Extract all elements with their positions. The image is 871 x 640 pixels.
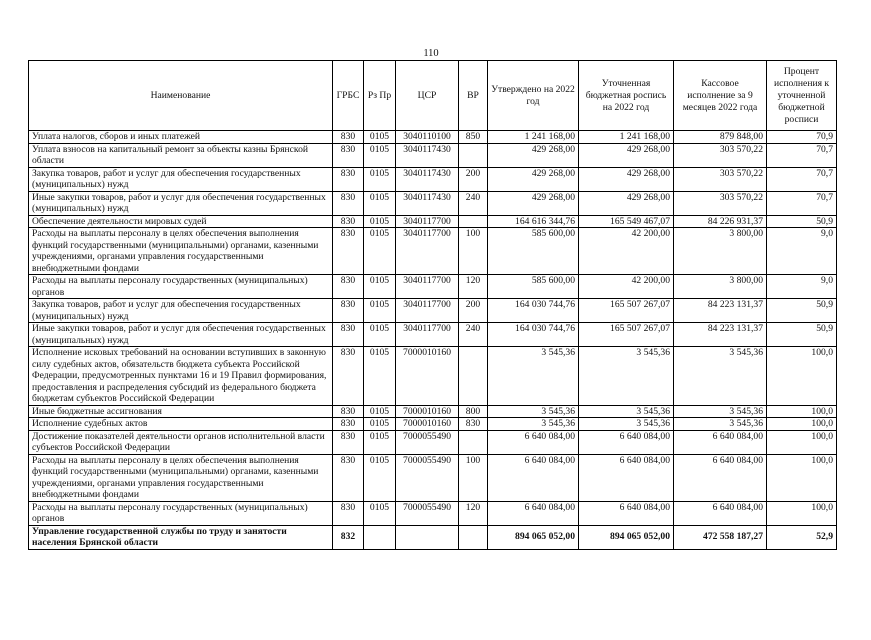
row-executed-cell: 303 570,22: [674, 143, 767, 167]
row-grbs-cell: 830: [333, 299, 364, 323]
row-refined-cell: 3 545,36: [579, 347, 674, 406]
row-name-cell: Закупка товаров, работ и услуг для обеспечения государственных (муниципальных) нужд: [29, 167, 333, 191]
table-row: [29, 430, 837, 454]
table-row: [29, 299, 837, 323]
row-refined-cell: 429 268,00: [579, 167, 674, 191]
row-percent-cell: 70,9: [767, 131, 837, 144]
row-refined-cell: 6 640 084,00: [579, 430, 674, 454]
row-csr-cell: 3040110100: [396, 131, 459, 144]
table-row: [29, 405, 837, 418]
table-row: [29, 228, 837, 275]
row-approved-cell: 429 268,00: [488, 143, 579, 167]
row-executed-cell: 84 223 131,37: [674, 299, 767, 323]
row-refined-cell: 1 241 168,00: [579, 131, 674, 144]
row-executed-cell: 6 640 084,00: [674, 430, 767, 454]
row-vr-cell: 200: [459, 299, 488, 323]
row-refined-cell: 429 268,00: [579, 191, 674, 215]
row-csr-cell: 7000055490: [396, 430, 459, 454]
row-name-cell: Уплата взносов на капитальный ремонт за объекты казны Брянской области: [29, 143, 333, 167]
row-rzpr-cell: 0105: [364, 228, 396, 275]
row-vr-cell: 240: [459, 191, 488, 215]
row-executed-cell: 6 640 084,00: [674, 454, 767, 501]
row-name-cell: Обеспечение деятельности мировых судей: [29, 215, 333, 228]
row-executed-cell: 3 800,00: [674, 228, 767, 275]
header-approved: Утверждено на 2022 год: [488, 61, 579, 131]
row-csr-cell: 3040117700: [396, 215, 459, 228]
row-refined-cell: 42 200,00: [579, 228, 674, 275]
row-name-cell: Управление государственной службы по труду и занятости населения Брянской области: [29, 525, 333, 549]
row-approved-cell: 894 065 052,00: [488, 525, 579, 549]
row-csr-cell: 3040117430: [396, 143, 459, 167]
row-executed-cell: 472 558 187,27: [674, 525, 767, 549]
row-name-cell: Уплата налогов, сборов и иных платежей: [29, 131, 333, 144]
row-executed-cell: 303 570,22: [674, 167, 767, 191]
header-vr: ВР: [459, 61, 488, 131]
row-rzpr-cell: 0105: [364, 143, 396, 167]
row-vr-cell: 100: [459, 454, 488, 501]
row-approved-cell: 3 545,36: [488, 347, 579, 406]
row-grbs-cell: 830: [333, 430, 364, 454]
row-percent-cell: 9,0: [767, 275, 837, 299]
row-csr-cell: 3040117430: [396, 167, 459, 191]
row-approved-cell: 164 030 744,76: [488, 323, 579, 347]
row-csr-cell: 3040117700: [396, 275, 459, 299]
row-approved-cell: 6 640 084,00: [488, 501, 579, 525]
row-percent-cell: 70,7: [767, 167, 837, 191]
row-grbs-cell: 830: [333, 501, 364, 525]
row-name-cell: Исполнение исковых требований на основании вступивших в законную силу судебных актов, обязательств бюджета субъекта Российской Федерации, предусмотренных пунктами 16 и 19 Правил формирования, предоставления и распределения субсидий из федерального бюджета бюджетам субъектов Российской Федерации: [29, 347, 333, 406]
header-executed: Кассовое исполнение за 9 месяцев 2022 года: [674, 61, 767, 131]
row-vr-cell: [459, 430, 488, 454]
row-rzpr-cell: 0105: [364, 191, 396, 215]
row-csr-cell: 7000055490: [396, 501, 459, 525]
row-refined-cell: 165 549 467,07: [579, 215, 674, 228]
table-total-row: [29, 525, 837, 549]
row-refined-cell: 3 545,36: [579, 405, 674, 418]
row-name-cell: Расходы на выплаты персоналу в целях обеспечения выполнения функций государственными (муниципальными) органами, казенными учреждениями, органами управления государственными внебюджетными фондами: [29, 454, 333, 501]
row-approved-cell: 1 241 168,00: [488, 131, 579, 144]
row-refined-cell: 165 507 267,07: [579, 299, 674, 323]
row-rzpr-cell: 0105: [364, 347, 396, 406]
row-approved-cell: 6 640 084,00: [488, 430, 579, 454]
row-grbs-cell: 830: [333, 191, 364, 215]
row-executed-cell: 3 545,36: [674, 405, 767, 418]
row-grbs-cell: 830: [333, 167, 364, 191]
row-grbs-cell: 830: [333, 275, 364, 299]
row-grbs-cell: 830: [333, 215, 364, 228]
row-approved-cell: 429 268,00: [488, 191, 579, 215]
row-csr-cell: [396, 525, 459, 549]
table-row: [29, 323, 837, 347]
row-percent-cell: 100,0: [767, 430, 837, 454]
row-percent-cell: 100,0: [767, 405, 837, 418]
row-executed-cell: 879 848,00: [674, 131, 767, 144]
row-vr-cell: 850: [459, 131, 488, 144]
page-number: 110: [423, 48, 439, 59]
row-refined-cell: 6 640 084,00: [579, 501, 674, 525]
row-executed-cell: 3 545,36: [674, 347, 767, 406]
row-refined-cell: 894 065 052,00: [579, 525, 674, 549]
row-name-cell: Исполнение судебных актов: [29, 418, 333, 431]
row-name-cell: Иные закупки товаров, работ и услуг для обеспечения государственных (муниципальных) нужд: [29, 323, 333, 347]
row-vr-cell: 240: [459, 323, 488, 347]
row-name-cell: Расходы на выплаты персоналу государственных (муниципальных) органов: [29, 501, 333, 525]
table-row: [29, 418, 837, 431]
row-rzpr-cell: 0105: [364, 215, 396, 228]
row-approved-cell: 3 545,36: [488, 418, 579, 431]
table-row: [29, 215, 837, 228]
row-percent-cell: 70,7: [767, 143, 837, 167]
row-csr-cell: 7000010160: [396, 405, 459, 418]
row-grbs-cell: 830: [333, 405, 364, 418]
row-rzpr-cell: 0105: [364, 131, 396, 144]
row-vr-cell: 120: [459, 275, 488, 299]
row-rzpr-cell: 0105: [364, 275, 396, 299]
row-grbs-cell: 830: [333, 131, 364, 144]
row-executed-cell: 6 640 084,00: [674, 501, 767, 525]
row-grbs-cell: 830: [333, 143, 364, 167]
row-rzpr-cell: 0105: [364, 323, 396, 347]
table-row: [29, 347, 837, 406]
row-grbs-cell: 830: [333, 347, 364, 406]
header-refined: Уточненная бюджетная роспись на 2022 год: [579, 61, 674, 131]
row-approved-cell: 164 030 744,76: [488, 299, 579, 323]
row-refined-cell: 3 545,36: [579, 418, 674, 431]
row-percent-cell: 9,0: [767, 228, 837, 275]
row-rzpr-cell: 0105: [364, 430, 396, 454]
row-executed-cell: 3 800,00: [674, 275, 767, 299]
table-row: [29, 275, 837, 299]
row-approved-cell: 585 600,00: [488, 228, 579, 275]
row-rzpr-cell: [364, 525, 396, 549]
row-vr-cell: [459, 215, 488, 228]
row-percent-cell: 50,9: [767, 299, 837, 323]
row-grbs-cell: 830: [333, 418, 364, 431]
row-csr-cell: 7000010160: [396, 347, 459, 406]
row-approved-cell: 164 616 344,76: [488, 215, 579, 228]
row-percent-cell: 100,0: [767, 454, 837, 501]
row-grbs-cell: 830: [333, 323, 364, 347]
row-approved-cell: 6 640 084,00: [488, 454, 579, 501]
row-name-cell: Достижение показателей деятельности органов исполнительной власти субъектов Российской Федерации: [29, 430, 333, 454]
row-csr-cell: 3040117700: [396, 323, 459, 347]
row-vr-cell: 100: [459, 228, 488, 275]
table-row: [29, 167, 837, 191]
row-approved-cell: 429 268,00: [488, 167, 579, 191]
row-vr-cell: [459, 143, 488, 167]
row-grbs-cell: 830: [333, 454, 364, 501]
row-name-cell: Иные бюджетные ассигнования: [29, 405, 333, 418]
row-refined-cell: 6 640 084,00: [579, 454, 674, 501]
table-row: [29, 131, 837, 144]
row-percent-cell: 100,0: [767, 347, 837, 406]
row-rzpr-cell: 0105: [364, 405, 396, 418]
row-rzpr-cell: 0105: [364, 299, 396, 323]
row-name-cell: Иные закупки товаров, работ и услуг для обеспечения государственных (муниципальных) нужд: [29, 191, 333, 215]
table-row: [29, 143, 837, 167]
row-grbs-cell: 830: [333, 228, 364, 275]
row-vr-cell: 120: [459, 501, 488, 525]
row-vr-cell: [459, 525, 488, 549]
row-executed-cell: 3 545,36: [674, 418, 767, 431]
row-csr-cell: 3040117430: [396, 191, 459, 215]
row-vr-cell: 800: [459, 405, 488, 418]
header-percent: Процент исполнения к уточненной бюджетной росписи: [767, 61, 837, 131]
row-csr-cell: 7000010160: [396, 418, 459, 431]
row-rzpr-cell: 0105: [364, 418, 396, 431]
table-row: [29, 454, 837, 501]
table-header-row: [29, 61, 837, 131]
row-percent-cell: 70,7: [767, 191, 837, 215]
row-grbs-cell: 832: [333, 525, 364, 549]
row-csr-cell: 3040117700: [396, 228, 459, 275]
row-csr-cell: 3040117700: [396, 299, 459, 323]
header-rzpr: Рз Пр: [364, 61, 396, 131]
table-row: [29, 191, 837, 215]
row-vr-cell: [459, 347, 488, 406]
row-vr-cell: 200: [459, 167, 488, 191]
row-rzpr-cell: 0105: [364, 167, 396, 191]
row-name-cell: Закупка товаров, работ и услуг для обеспечения государственных (муниципальных) нужд: [29, 299, 333, 323]
row-name-cell: Расходы на выплаты персоналу в целях обеспечения выполнения функций государственными (муниципальными) органами, казенными учреждениями, органами управления государственными внебюджетными фондами: [29, 228, 333, 275]
row-executed-cell: 303 570,22: [674, 191, 767, 215]
table-row: [29, 501, 837, 525]
row-refined-cell: 429 268,00: [579, 143, 674, 167]
budget-execution-table: [28, 60, 837, 550]
row-percent-cell: 100,0: [767, 501, 837, 525]
row-vr-cell: 830: [459, 418, 488, 431]
header-name: Наименование: [29, 61, 333, 131]
row-percent-cell: 50,9: [767, 215, 837, 228]
row-percent-cell: 52,9: [767, 525, 837, 549]
row-executed-cell: 84 223 131,37: [674, 323, 767, 347]
row-refined-cell: 165 507 267,07: [579, 323, 674, 347]
row-approved-cell: 585 600,00: [488, 275, 579, 299]
row-percent-cell: 100,0: [767, 418, 837, 431]
row-name-cell: Расходы на выплаты персоналу государственных (муниципальных) органов: [29, 275, 333, 299]
row-executed-cell: 84 226 931,37: [674, 215, 767, 228]
row-rzpr-cell: 0105: [364, 501, 396, 525]
header-grbs: ГРБС: [333, 61, 364, 131]
row-refined-cell: 42 200,00: [579, 275, 674, 299]
row-percent-cell: 50,9: [767, 323, 837, 347]
header-csr: ЦСР: [396, 61, 459, 131]
row-rzpr-cell: 0105: [364, 454, 396, 501]
row-csr-cell: 7000055490: [396, 454, 459, 501]
row-approved-cell: 3 545,36: [488, 405, 579, 418]
